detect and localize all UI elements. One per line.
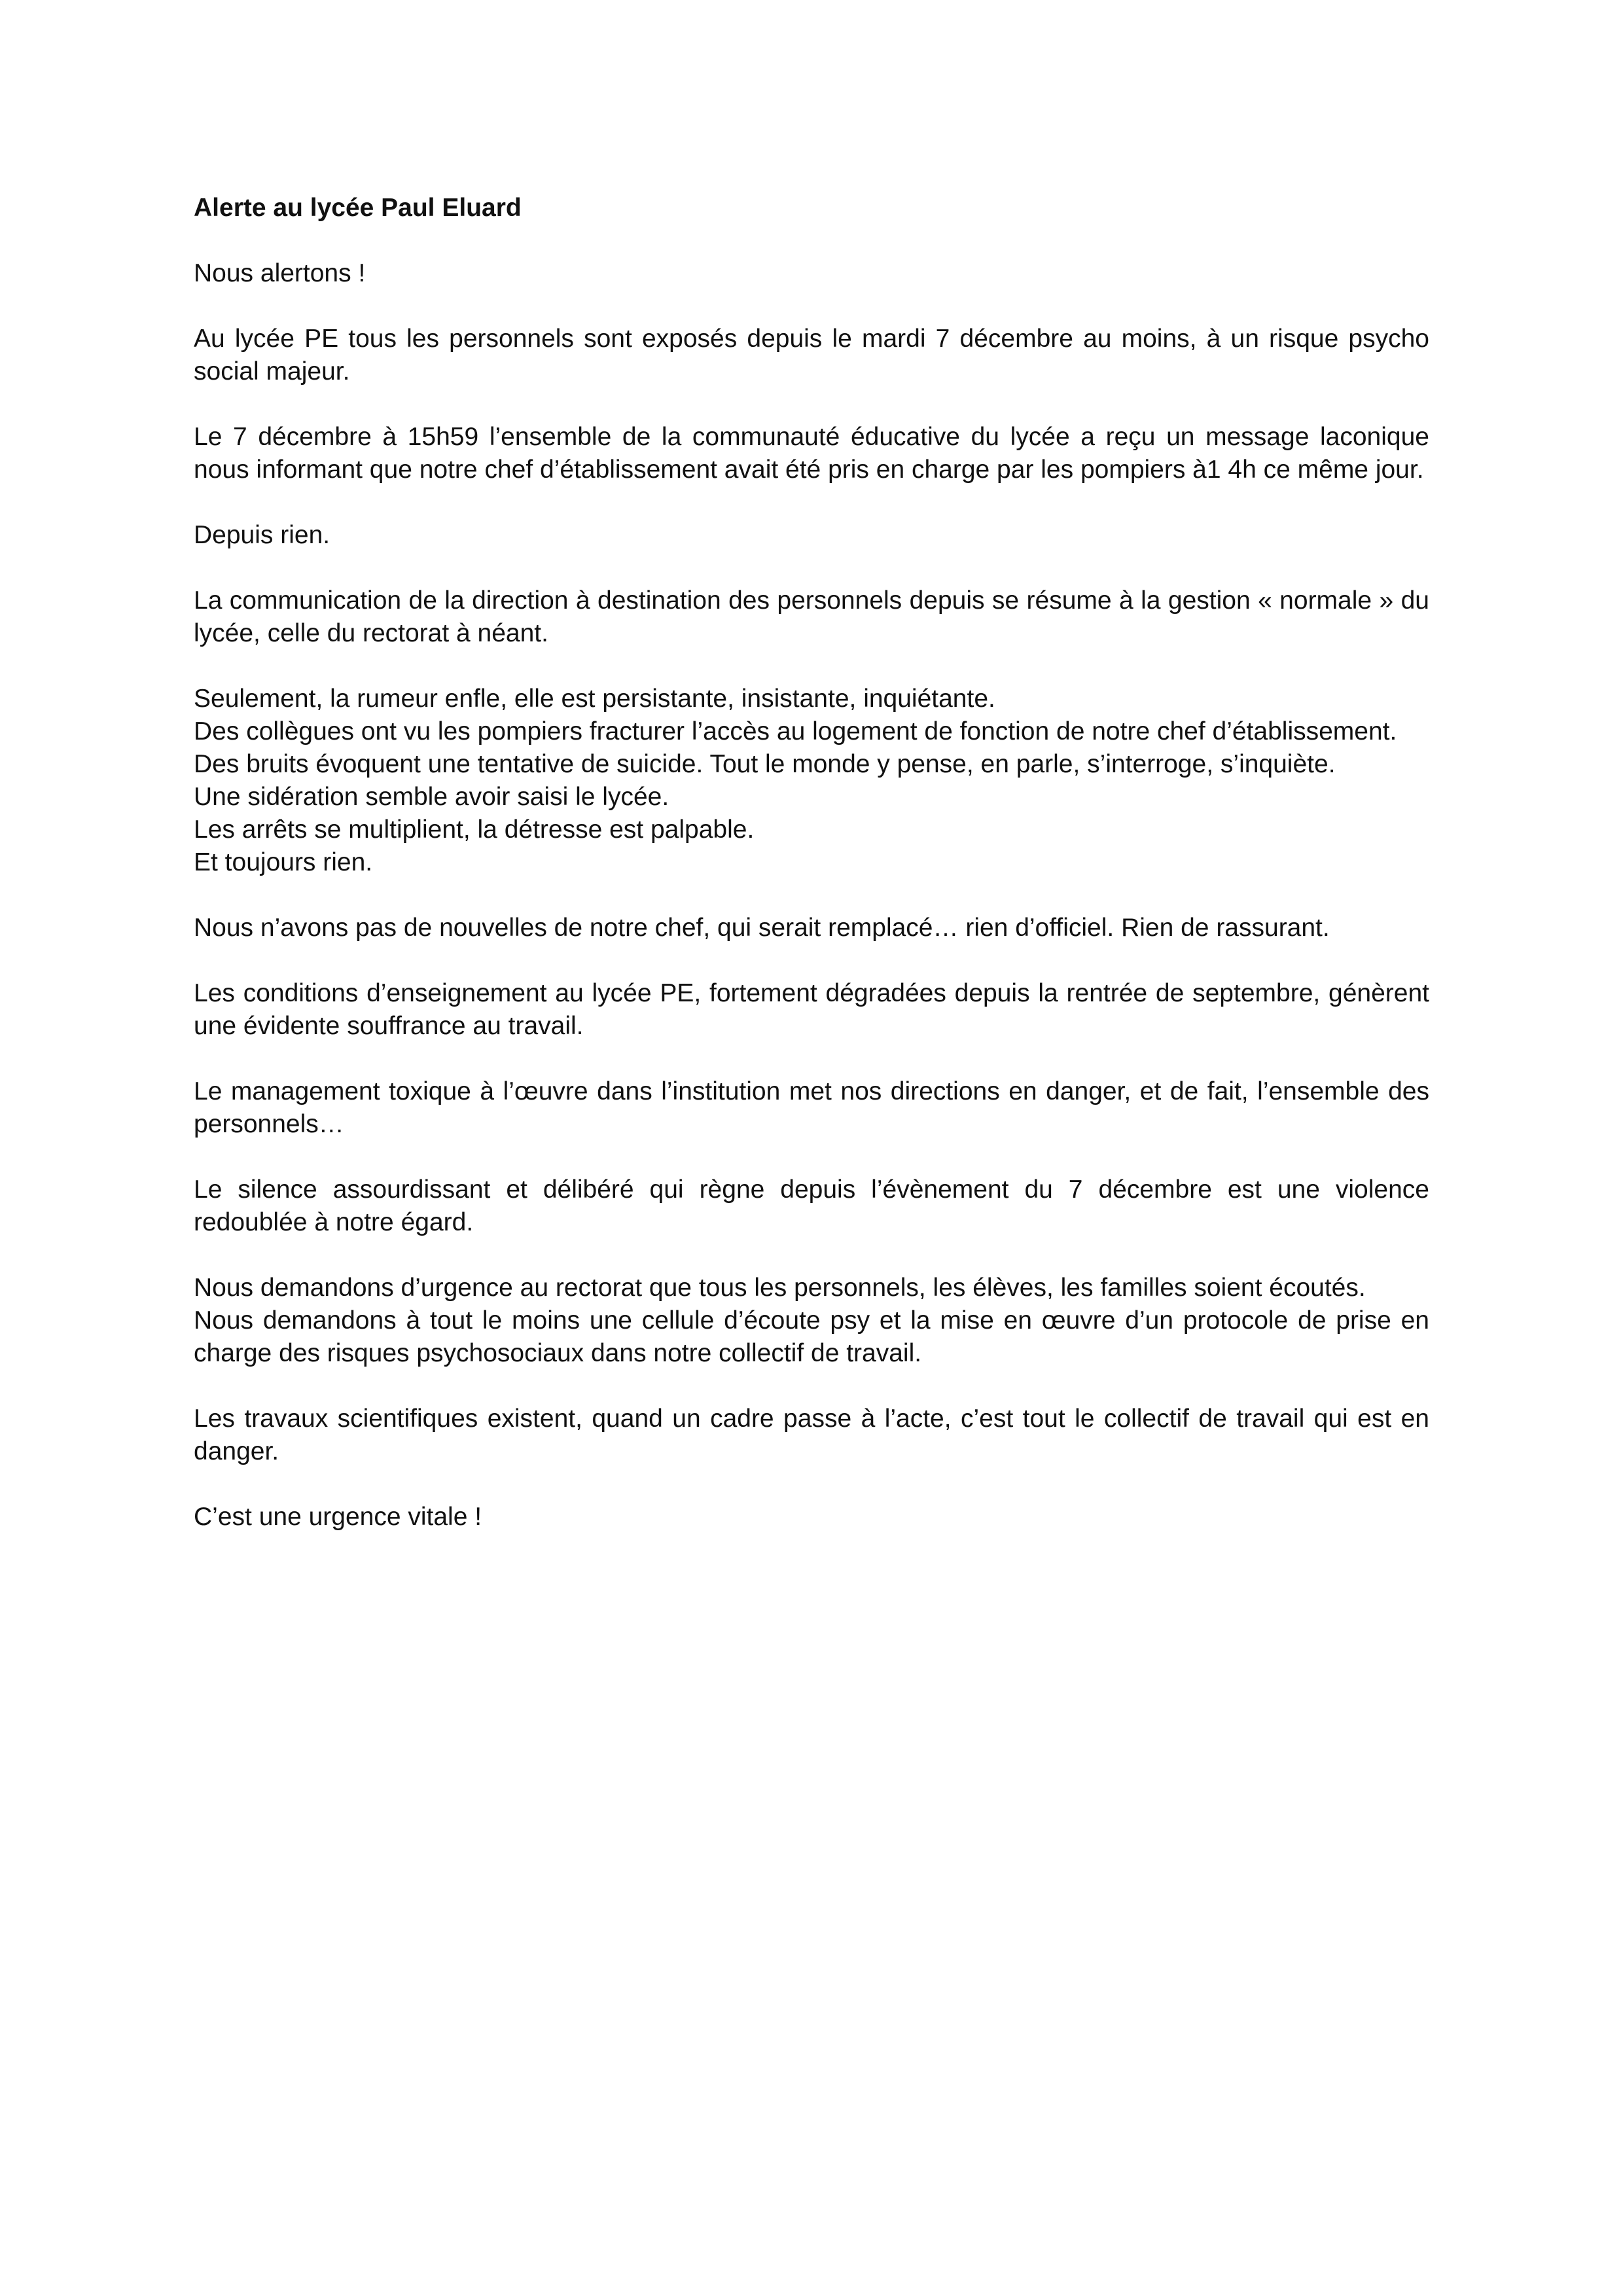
paragraph-line: Les travaux scientifiques existent, quand un cadre passe à l’acte, c’est tout le collectif de travail qui est en danger. [194, 1405, 1429, 1465]
paragraph-line: Des bruits évoquent une tentative de suicide. Tout le monde y pense, en parle, s’interroge, s’inquiète. [194, 750, 1336, 778]
paragraph-line: Les arrêts se multiplient, la détresse est palpable. [194, 816, 755, 844]
paragraph-line: Une sidération semble avoir saisi le lycée. [194, 783, 669, 811]
paragraph-8 [194, 977, 1429, 1043]
paragraph-line: Des collègues ont vu les pompiers fracturer l’accès au logement de fonction de notre chef d’établissement. [194, 717, 1397, 745]
paragraph-line: Nous demandons à tout le moins une cellule d’écoute psy et la mise en œuvre d’un protocole de prise en charge des risques psychosociaux dans notre collectif de travail. [194, 1306, 1429, 1367]
paragraph-line: Seulement, la rumeur enfle, elle est persistante, insistante, inquiétante. [194, 685, 995, 713]
paragraph-line: Nous alertons ! [194, 259, 366, 287]
paragraph-line: Nous n’avons pas de nouvelles de notre chef, qui serait remplacé… rien d’officiel. Rien de rassurant. [194, 914, 1330, 942]
paragraph-12 [194, 1403, 1429, 1468]
paragraph-line: Depuis rien. [194, 521, 330, 549]
paragraph-2 [194, 323, 1429, 388]
paragraph-5 [194, 584, 1429, 650]
paragraph-line: Le management toxique à l’œuvre dans l’institution met nos directions en danger, et de fait, l’ensemble des personnels… [194, 1077, 1429, 1138]
paragraph-line: La communication de la direction à destination des personnels depuis se résume à la gestion « normale » du lycée, celle du rectorat à néant. [194, 586, 1429, 647]
paragraph-7 [194, 912, 1429, 944]
paragraph-1 [194, 257, 1429, 290]
paragraph-9 [194, 1075, 1429, 1141]
paragraph-10 [194, 1174, 1429, 1239]
paragraph-line: Le 7 décembre à 15h59 l’ensemble de la communauté éducative du lycée a reçu un message laconique nous informant que notre chef d’établissement avait été pris en charge par les pompiers à1 4h ce même jour. [194, 423, 1429, 484]
paragraph-line: Le silence assourdissant et délibéré qui règne depuis l’évènement du 7 décembre est une violence redoublée à notre égard. [194, 1175, 1429, 1236]
paragraph-line: C’est une urgence vitale ! [194, 1503, 482, 1531]
document-page [194, 192, 1429, 1534]
paragraph-line: Au lycée PE tous les personnels sont exposés depuis le mardi 7 décembre au moins, à un risque psycho social majeur. [194, 325, 1429, 386]
paragraph-line: Les conditions d’enseignement au lycée PE, fortement dégradées depuis la rentrée de septembre, génèrent une évidente souffrance au travail. [194, 979, 1429, 1040]
paragraph-6 [194, 683, 1429, 879]
paragraph-line: Et toujours rien. [194, 848, 373, 876]
paragraph-11 [194, 1272, 1429, 1370]
paragraph-13 [194, 1501, 1429, 1534]
paragraph-3 [194, 421, 1429, 486]
paragraph-4 [194, 519, 1429, 552]
document-title: Alerte au lycée Paul Eluard [194, 194, 522, 222]
paragraph-line: Nous demandons d’urgence au rectorat que tous les personnels, les élèves, les familles soient écoutés. [194, 1274, 1366, 1302]
